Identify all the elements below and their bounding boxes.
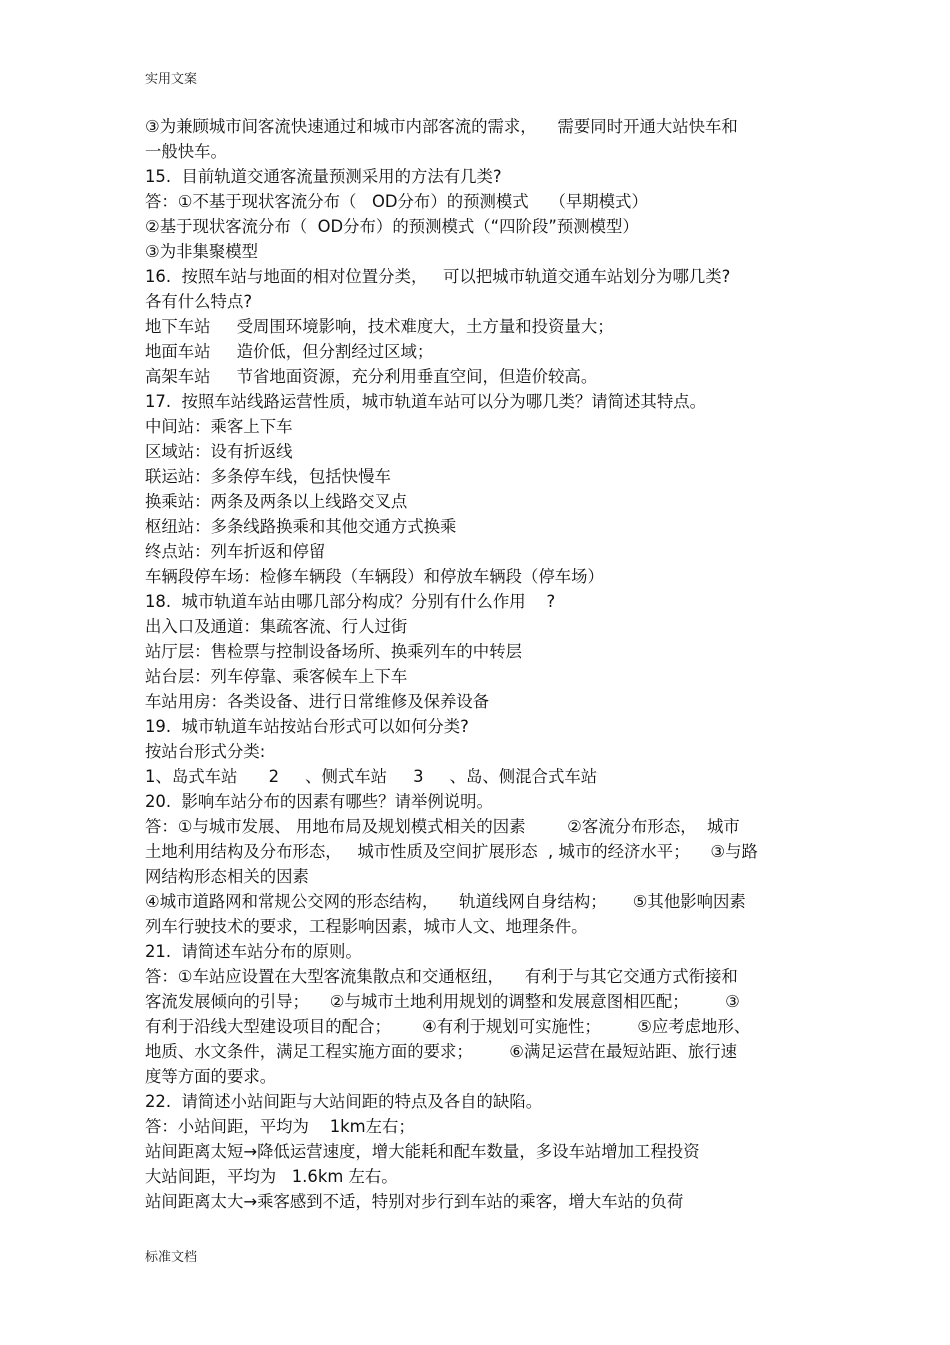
- text-line: 客流发展倾向的引导； ②与城市土地利用规划的调整和发展意图相匹配； ③: [145, 992, 740, 1011]
- text-line: 车站用房：各类设备、进行日常维修及保养设备: [145, 692, 490, 711]
- text-line: 有利于沿线大型建设项目的配合； ④有利于规划可实施性； ⑤应考虑地形、: [145, 1017, 751, 1036]
- text-line: ②基于现状客流分布（ OD分布）的预测模式（“四阶段”预测模型）: [145, 217, 639, 236]
- text-line: ④城市道路网和常规公交网的形态结构， 轨道线网自身结构； ⑤其他影响因素: [145, 892, 746, 911]
- page-header: 实用文案: [145, 72, 198, 87]
- text-line: 联运站：多条停车线，包括快慢车: [145, 467, 391, 486]
- text-line: 车辆段停车场：检修车辆段（车辆段）和停放车辆段（停车场）: [145, 567, 604, 586]
- text-line: 地质、水文条件，满足工程实施方面的要求； ⑥满足运营在最短站距、旅行速: [145, 1042, 738, 1061]
- text-line: 答：小站间距，平均为 1km左右；: [145, 1117, 415, 1136]
- text-line: 22. 请简述小站间距与大站间距的特点及各自的缺陷。: [145, 1092, 543, 1111]
- text-line: 大站间距，平均为 1.6km 左右。: [145, 1167, 398, 1186]
- page-footer: 标准文档: [145, 1250, 198, 1265]
- text-line: 答：①车站应设置在大型客流集散点和交通枢纽， 有利于与其它交通方式衔接和: [145, 967, 738, 986]
- text-line: 18. 城市轨道车站由哪几部分构成？分别有什么作用 ?: [145, 592, 556, 611]
- text-line: 15. 目前轨道交通客流量预测采用的方法有几类?: [145, 167, 502, 186]
- text-line: 高架车站 节省地面资源，充分利用垂直空间，但造价较高。: [145, 367, 598, 386]
- text-line: 1、岛式车站 2 、侧式车站 3 、岛、侧混合式车站: [145, 767, 598, 786]
- text-line: 各有什么特点?: [145, 292, 253, 311]
- text-line: 终点站：列车折返和停留: [145, 542, 326, 561]
- text-line: 21. 请简述车站分布的原则。: [145, 942, 362, 961]
- text-line: 中间站：乘客上下车: [145, 417, 293, 436]
- text-line: 地下车站 受周围环境影响，技术难度大，土方量和投资量大；: [145, 317, 614, 336]
- text-line: 地面车站 造价低，但分割经过区域；: [145, 342, 434, 361]
- text-line: 站间距离太短→降低运营速度，增大能耗和配车数量，多设车站增加工程投资: [145, 1142, 700, 1161]
- text-line: ③为非集聚模型: [145, 242, 259, 261]
- text-line: 16. 按照车站与地面的相对位置分类， 可以把城市轨道交通车站划分为哪几类?: [145, 267, 731, 286]
- text-line: 土地利用结构及分布形态， 城市性质及空间扩展形态 , 城市的经济水平； ③与路: [145, 842, 758, 861]
- text-line: 换乘站：两条及两条以上线路交叉点: [145, 492, 408, 511]
- text-line: 枢纽站：多条线路换乘和其他交通方式换乘: [145, 517, 457, 536]
- text-line: 按站台形式分类:: [145, 742, 266, 761]
- text-line: 一般快车。: [145, 142, 227, 161]
- text-line: 出入口及通道：集疏客流、行人过街: [145, 617, 408, 636]
- text-line: 答：①与城市发展、 用地布局及规划模式相关的因素 ②客流分布形态， 城市: [145, 817, 740, 836]
- text-line: 17. 按照车站线路运营性质，城市轨道车站可以分为哪几类？请简述其特点。: [145, 392, 706, 411]
- text-line: 20. 影响车站分布的因素有哪些？请举例说明。: [145, 792, 493, 811]
- document-body: [145, 114, 815, 1214]
- text-line: 度等方面的要求。: [145, 1067, 277, 1086]
- text-line: 答：①不基于现状客流分布（ OD分布）的预测模式 （早期模式）: [145, 192, 648, 211]
- text-line: 站台层：列车停靠、乘客候车上下车: [145, 667, 408, 686]
- text-line: 站间距离太大→乘客感到不适，特别对步行到车站的乘客，增大车站的负荷: [145, 1192, 684, 1211]
- text-line: 站厅层：售检票与控制设备场所、换乘列车的中转层: [145, 642, 522, 661]
- text-line: ③为兼顾城市间客流快速通过和城市内部客流的需求， 需要同时开通大站快车和: [145, 117, 738, 136]
- text-line: 列车行驶技术的要求，工程影响因素，城市人文、地理条件。: [145, 917, 588, 936]
- text-line: 区域站：设有折返线: [145, 442, 293, 461]
- text-line: 网结构形态相关的因素: [145, 867, 309, 886]
- text-line: 19. 城市轨道车站按站台形式可以如何分类?: [145, 717, 469, 736]
